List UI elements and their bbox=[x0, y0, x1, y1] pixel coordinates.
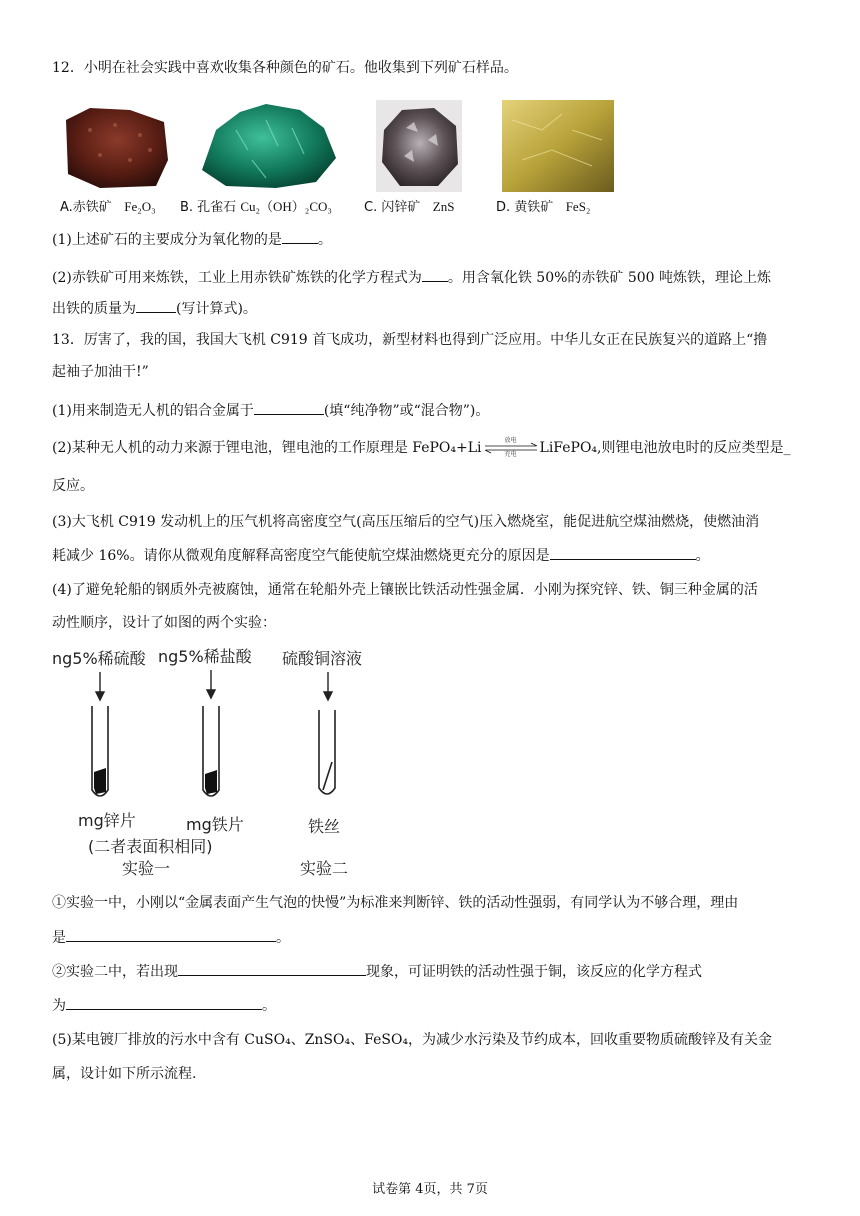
malachite-image bbox=[196, 100, 342, 192]
reagent-label-3: 硫酸铜溶液 bbox=[282, 649, 363, 668]
ore-c-formula: ZnS bbox=[432, 199, 455, 214]
q12-part2-text-a: (2)赤铁矿可用来炼铁，工业上用赤铁矿炼铁的化学方程式为 bbox=[52, 270, 422, 286]
arrow-label-charge: 充电 bbox=[504, 451, 517, 458]
iron-wire bbox=[323, 762, 332, 790]
q12-part2-text-b: 。用含氧化铁 50%的赤铁矿 500 吨炼铁，理论上炼 bbox=[447, 270, 772, 286]
ore-caption-b bbox=[180, 196, 332, 215]
pyrite-image bbox=[502, 100, 614, 192]
metal-label-3: 铁丝 bbox=[308, 817, 341, 836]
answer-blank[interactable] bbox=[66, 995, 262, 1010]
q12-part1-end: 。 bbox=[317, 232, 332, 248]
q13-part4-line1: (4)了避免轮船的钢质外壳被腐蚀，通常在轮船外壳上镶嵌比铁活动性强金属．小刚为探究锌、铁、铜三种金属的活 bbox=[52, 582, 758, 598]
q13-part2-text-a: (2)某种无人机的动力来源于锂电池，锂电池的工作原理是 FePO₄+Li bbox=[52, 440, 482, 456]
experiment-label-1: 实验一 bbox=[122, 859, 171, 878]
q12-stem: 12．小明在社会实践中喜欢收集各种颜色的矿石。他收集到下列矿石样品。 bbox=[52, 60, 518, 76]
q12-part2-line1 bbox=[52, 267, 771, 288]
q12-part2-text-c: 出铁的质量为 bbox=[52, 301, 136, 317]
q13-sub2-text-b: 现象，可证明铁的活动性强于铜，该反应的化学方程式 bbox=[366, 964, 702, 980]
ore-a-label: A.赤铁矿 bbox=[60, 200, 112, 215]
q13-part1 bbox=[52, 400, 489, 421]
q13-sub1-line1: ①实验一中，小刚以“金属表面产生气泡的快慢”为标准来判断锌、铁的活动性强弱，有同学认为不够合理，理由 bbox=[52, 895, 739, 911]
q13-sub2-line1 bbox=[52, 961, 702, 982]
q12-part1 bbox=[52, 229, 332, 250]
answer-blank[interactable] bbox=[254, 400, 324, 415]
ore-d-label: D. 黄铁矿 bbox=[496, 200, 554, 215]
q13-sub1-end: 。 bbox=[276, 930, 290, 946]
q13-part3-end: 。 bbox=[695, 548, 710, 564]
q13-part5-line1: (5)某电镀厂排放的污水中含有 CuSO₄、ZnSO₄、FeSO₄，为减少水污染及节约成本，回收重要物质硫酸锌及有关金 bbox=[52, 1032, 773, 1048]
ore-a-formula: Fe₂O₃ bbox=[124, 199, 156, 214]
q12-part2-line2 bbox=[52, 298, 257, 319]
q13-sub2-text-a: ②实验二中，若出现 bbox=[52, 964, 178, 980]
zinc-piece bbox=[94, 768, 106, 794]
q13-part2-line1 bbox=[52, 438, 791, 458]
q13-part5-line2: 属，设计如下所示流程. bbox=[52, 1066, 197, 1082]
q12-part1-text: (1)上述矿石的主要成分为氧化物的是 bbox=[52, 232, 282, 248]
test-tube-3 bbox=[319, 710, 335, 794]
sphalerite-image bbox=[376, 100, 462, 192]
arrow-label-discharge: 放电 bbox=[504, 437, 517, 444]
q13-part2-text-b: LiFePO₄,则锂电池放电时的反应类型是_ bbox=[539, 440, 791, 456]
metal-label-2: mg铁片 bbox=[186, 815, 244, 834]
q13-part1-text-a: (1)用来制造无人机的铝合金属于 bbox=[52, 403, 254, 419]
q13-sub1-text-b: 是 bbox=[52, 930, 66, 946]
ore-b-label: B. 孔雀石 bbox=[180, 200, 237, 215]
answer-blank[interactable] bbox=[136, 298, 176, 313]
metal-label-1: mg锌片 bbox=[78, 811, 136, 830]
ore-caption-d bbox=[496, 196, 590, 215]
q13-sub2-line2 bbox=[52, 995, 276, 1016]
q13-sub2-end: 。 bbox=[262, 998, 276, 1014]
answer-blank[interactable] bbox=[66, 927, 276, 942]
page-footer: 试卷第 4页，共 7页 bbox=[372, 1182, 488, 1197]
answer-blank[interactable] bbox=[178, 961, 366, 976]
q13-sub1-line2 bbox=[52, 927, 290, 948]
reagent-label-2: ng5%稀盐酸 bbox=[158, 647, 252, 666]
q13-part3-text-b: 耗减少 16%。请你从微观角度解释高密度空气能使航空煤油燃烧更充分的原因是 bbox=[52, 548, 550, 564]
ore-b-formula: Cu₂（OH）₂CO₃ bbox=[240, 199, 332, 214]
ore-c-label: C. 闪锌矿 bbox=[364, 200, 421, 215]
experiment-label-2: 实验二 bbox=[300, 859, 349, 878]
q13-sub2-text-c: 为 bbox=[52, 998, 66, 1014]
answer-blank[interactable] bbox=[422, 267, 448, 282]
q13-part4-line2: 动性顺序，设计了如图的两个实验： bbox=[52, 615, 276, 631]
q13-stem-line2: 起袖子加油干!” bbox=[52, 364, 149, 380]
q13-part1-text-b: (填“纯净物”或“混合物”)。 bbox=[323, 403, 490, 419]
experiment-diagram bbox=[52, 640, 392, 880]
surface-note: (二者表面积相同) bbox=[88, 837, 213, 856]
reversible-arrow bbox=[482, 438, 540, 458]
ore-caption-a bbox=[60, 196, 156, 215]
q12-part2-text-d: (写计算式)。 bbox=[176, 301, 257, 317]
hematite-image bbox=[60, 100, 172, 192]
answer-blank[interactable] bbox=[550, 545, 696, 560]
q13-stem-line1: 13．厉害了，我的国，我国大飞机 C919 首飞成功，新型材料也得到广泛应用。中华儿女正在民族复兴的道路上“撸 bbox=[52, 332, 768, 348]
ore-caption-c bbox=[364, 196, 454, 215]
ore-d-formula: FeS₂ bbox=[565, 199, 591, 214]
q13-part3-line2 bbox=[52, 545, 710, 566]
q13-part2-line2: 反应。 bbox=[52, 478, 94, 494]
iron-piece bbox=[205, 770, 217, 794]
q13-part3-line1: (3)大飞机 C919 发动机上的压气机将高密度空气(高压压缩后的空气)压入燃烧室，能促进航空煤油燃烧，使燃油消 bbox=[52, 514, 760, 530]
reagent-label-1: ng5%稀硫酸 bbox=[52, 649, 146, 668]
answer-blank[interactable] bbox=[282, 229, 318, 244]
